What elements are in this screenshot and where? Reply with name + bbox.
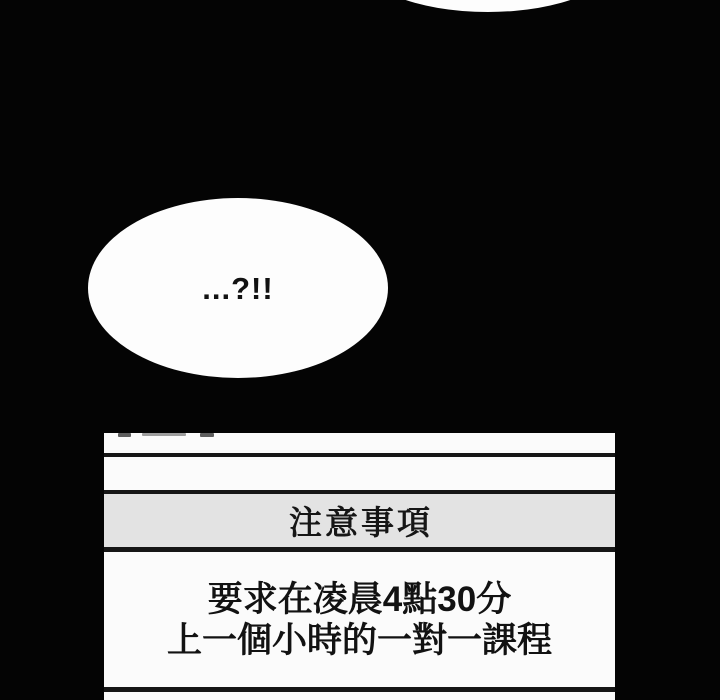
clipped-text-remnant (200, 433, 214, 437)
notice-line-2: 上一個小時的一對一課程 (166, 620, 552, 660)
table-row-clipped-top (104, 433, 615, 453)
table-header-row (104, 494, 615, 547)
speech-bubble (88, 198, 388, 378)
table-header-text: 注意事項 (289, 504, 433, 541)
table-row-clipped-bottom (104, 692, 615, 700)
table-content-row (104, 552, 615, 687)
notice-table (104, 433, 615, 700)
table-row-empty (104, 457, 615, 490)
clipped-text-remnant (118, 433, 131, 437)
notice-line-1: 要求在凌晨4點30分 (207, 579, 512, 619)
speech-bubble-top-partial (356, 0, 620, 12)
speech-bubble-text: ...?!! (202, 271, 274, 306)
clipped-text-remnant (142, 433, 186, 436)
